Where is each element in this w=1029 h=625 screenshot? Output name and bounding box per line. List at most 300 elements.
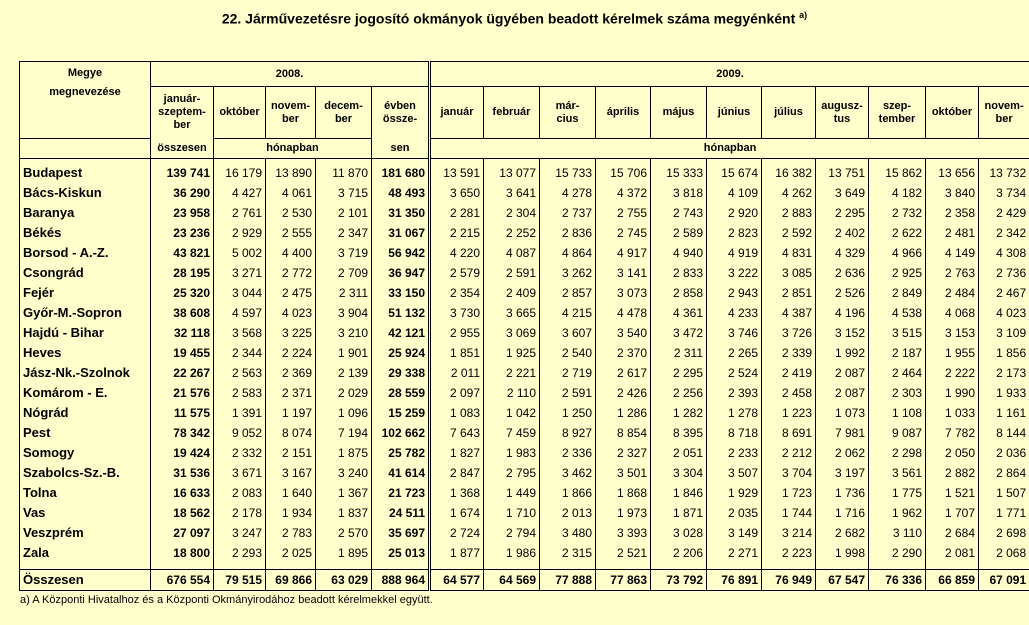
value-cell: 8 854	[596, 423, 651, 443]
value-cell: 2 339	[762, 343, 816, 363]
value-cell: 76 949	[762, 570, 816, 591]
value-cell: 2 783	[266, 523, 316, 543]
value-cell: 18 800	[151, 543, 214, 563]
value-cell: 2 591	[484, 263, 540, 283]
value-cell: 1 775	[869, 483, 926, 503]
table-row	[20, 503, 1029, 523]
value-cell: 2 215	[430, 223, 484, 243]
header-year-2009: 2009.	[430, 62, 1029, 87]
value-cell: 2 583	[214, 383, 266, 403]
value-cell: 4 023	[979, 303, 1029, 323]
value-cell: 2 857	[540, 283, 596, 303]
table-row	[20, 159, 1029, 184]
value-cell: 2 592	[762, 223, 816, 243]
value-cell: 13 732	[979, 159, 1029, 184]
value-cell: 8 927	[540, 423, 596, 443]
value-cell: 102 662	[372, 423, 430, 443]
value-cell: 38 608	[151, 303, 214, 323]
value-cell: 3 109	[979, 323, 1029, 343]
value-cell: 3 715	[316, 183, 372, 203]
value-cell: 3 153	[926, 323, 979, 343]
value-cell: 5 002	[214, 243, 266, 263]
table-row	[20, 283, 1029, 303]
value-cell: 2 426	[596, 383, 651, 403]
county-name: Hajdú - Bihar	[20, 323, 151, 343]
value-cell: 1 108	[869, 403, 926, 423]
header-county	[20, 62, 151, 139]
value-cell: 4 220	[430, 243, 484, 263]
value-cell: 16 179	[214, 159, 266, 184]
value-cell: 3 507	[707, 463, 762, 483]
value-cell: 4 068	[926, 303, 979, 323]
value-cell: 13 077	[484, 159, 540, 184]
value-cell: 1 933	[979, 383, 1029, 403]
value-cell: 3 472	[651, 323, 707, 343]
value-cell: 2 464	[869, 363, 926, 383]
value-cell: 2 836	[540, 223, 596, 243]
table-row	[20, 523, 1029, 543]
value-cell: 2 743	[651, 203, 707, 223]
county-name: Budapest	[20, 159, 151, 184]
value-cell: 2 265	[707, 343, 762, 363]
value-cell: 3 730	[430, 303, 484, 323]
value-cell: 56 942	[372, 243, 430, 263]
value-cell: 2 011	[430, 363, 484, 383]
value-cell: 8 074	[266, 423, 316, 443]
value-cell: 1 851	[430, 343, 484, 363]
value-cell: 1 895	[316, 543, 372, 563]
value-cell: 2 761	[214, 203, 266, 223]
value-cell: 4 919	[707, 243, 762, 263]
value-cell: 2 864	[979, 463, 1029, 483]
table-row	[20, 483, 1029, 503]
table-header	[20, 62, 1029, 159]
value-cell: 3 704	[762, 463, 816, 483]
value-cell: 77 863	[596, 570, 651, 591]
value-cell: 2 062	[816, 443, 869, 463]
value-cell: 3 568	[214, 323, 266, 343]
value-cell: 23 958	[151, 203, 214, 223]
table-row	[20, 463, 1029, 483]
value-cell: 2 347	[316, 223, 372, 243]
value-cell: 15 333	[651, 159, 707, 184]
value-cell: 2 622	[869, 223, 926, 243]
value-cell: 4 233	[707, 303, 762, 323]
value-cell: 181 680	[372, 159, 430, 184]
value-cell: 3 069	[484, 323, 540, 343]
value-cell: 36 947	[372, 263, 430, 283]
header-m6: június	[707, 87, 762, 139]
value-cell: 2 636	[816, 263, 869, 283]
table-row	[20, 263, 1029, 283]
value-cell: 4 182	[869, 183, 926, 203]
value-cell: 42 121	[372, 323, 430, 343]
header-janszept: január- szeptem- ber	[151, 87, 214, 139]
value-cell: 4 831	[762, 243, 816, 263]
value-cell: 2 327	[596, 443, 651, 463]
value-cell: 2 295	[816, 203, 869, 223]
value-cell: 2 467	[979, 283, 1029, 303]
table-row	[20, 403, 1029, 423]
value-cell: 4 262	[762, 183, 816, 203]
value-cell: 31 536	[151, 463, 214, 483]
value-cell: 4 917	[596, 243, 651, 263]
value-cell: 4 361	[651, 303, 707, 323]
value-cell: 2 087	[816, 383, 869, 403]
county-name: Nógrád	[20, 403, 151, 423]
value-cell: 2 920	[707, 203, 762, 223]
value-cell: 2 311	[316, 283, 372, 303]
county-name: Zala	[20, 543, 151, 563]
header-m4: április	[596, 87, 651, 139]
value-cell: 2 311	[651, 343, 707, 363]
value-cell: 1 744	[762, 503, 816, 523]
value-cell: 8 691	[762, 423, 816, 443]
value-cell: 1 875	[316, 443, 372, 463]
value-cell: 1 368	[430, 483, 484, 503]
value-cell: 2 212	[762, 443, 816, 463]
value-cell: 2 087	[816, 363, 869, 383]
value-cell: 1 073	[816, 403, 869, 423]
value-cell: 29 338	[372, 363, 430, 383]
header-sen: sen	[372, 139, 430, 159]
value-cell: 31 067	[372, 223, 430, 243]
value-cell: 8 718	[707, 423, 762, 443]
value-cell: 3 734	[979, 183, 1029, 203]
table-title	[0, 10, 1029, 27]
value-cell: 1 827	[430, 443, 484, 463]
value-cell: 2 354	[430, 283, 484, 303]
value-cell: 13 751	[816, 159, 869, 184]
header-nov: novem- ber	[266, 87, 316, 139]
value-cell: 2 110	[484, 383, 540, 403]
value-cell: 1 983	[484, 443, 540, 463]
value-cell: 3 210	[316, 323, 372, 343]
value-cell: 3 044	[214, 283, 266, 303]
value-cell: 1 716	[816, 503, 869, 523]
header-m8: augusz- tus	[816, 87, 869, 139]
value-cell: 2 035	[707, 503, 762, 523]
value-cell: 3 393	[596, 523, 651, 543]
value-cell: 2 429	[979, 203, 1029, 223]
value-cell: 4 387	[762, 303, 816, 323]
value-cell: 15 259	[372, 403, 430, 423]
value-cell: 25 320	[151, 283, 214, 303]
header-m5: május	[651, 87, 707, 139]
value-cell: 3 167	[266, 463, 316, 483]
value-cell: 139 741	[151, 159, 214, 184]
value-cell: 1 391	[214, 403, 266, 423]
header-m11: novem- ber	[979, 87, 1029, 139]
value-cell: 3 240	[316, 463, 372, 483]
title-text: 22. Járművezetésre jogosító okmányok ügyében beadott kérelmek száma megyénként	[221, 10, 796, 27]
header-m9: szep- tember	[869, 87, 926, 139]
value-cell: 1 934	[266, 503, 316, 523]
value-cell: 21 723	[372, 483, 430, 503]
value-cell: 2 295	[651, 363, 707, 383]
table-row	[20, 443, 1029, 463]
county-name: Győr-M.-Sopron	[20, 303, 151, 323]
value-cell: 1 992	[816, 343, 869, 363]
value-cell: 2 336	[540, 443, 596, 463]
value-cell: 2 847	[430, 463, 484, 483]
value-cell: 4 149	[926, 243, 979, 263]
header-m1: január	[430, 87, 484, 139]
total-row	[20, 570, 1029, 591]
value-cell: 2 206	[651, 543, 707, 563]
value-cell: 2 252	[484, 223, 540, 243]
value-cell: 1 925	[484, 343, 540, 363]
value-cell: 4 308	[979, 243, 1029, 263]
value-cell: 19 455	[151, 343, 214, 363]
value-cell: 3 271	[214, 263, 266, 283]
value-cell: 1 973	[596, 503, 651, 523]
value-cell: 64 569	[484, 570, 540, 591]
value-cell: 888 964	[372, 570, 430, 591]
value-cell: 2 097	[430, 383, 484, 403]
value-cell: 7 194	[316, 423, 372, 443]
value-cell: 3 304	[651, 463, 707, 483]
value-cell: 1 871	[651, 503, 707, 523]
value-cell: 2 293	[214, 543, 266, 563]
value-cell: 1 033	[926, 403, 979, 423]
value-cell: 1 507	[979, 483, 1029, 503]
header-m10: október	[926, 87, 979, 139]
value-cell: 24 511	[372, 503, 430, 523]
value-cell: 2 684	[926, 523, 979, 543]
value-cell: 2 475	[266, 283, 316, 303]
value-cell: 3 462	[540, 463, 596, 483]
value-cell: 1 707	[926, 503, 979, 523]
table-row	[20, 323, 1029, 343]
value-cell: 2 925	[869, 263, 926, 283]
value-cell: 1 367	[316, 483, 372, 503]
value-cell: 2 178	[214, 503, 266, 523]
value-cell: 9 052	[214, 423, 266, 443]
table-row	[20, 423, 1029, 443]
value-cell: 25 782	[372, 443, 430, 463]
table-row	[20, 303, 1029, 323]
value-cell: 2 929	[214, 223, 266, 243]
value-cell: 1 866	[540, 483, 596, 503]
county-name: Komárom - E.	[20, 383, 151, 403]
county-name: Békés	[20, 223, 151, 243]
value-cell: 2 682	[816, 523, 869, 543]
value-cell: 2 579	[430, 263, 484, 283]
value-cell: 3 501	[596, 463, 651, 483]
value-cell: 32 118	[151, 323, 214, 343]
value-cell: 3 480	[540, 523, 596, 543]
value-cell: 1 161	[979, 403, 1029, 423]
value-cell: 2 732	[869, 203, 926, 223]
value-cell: 2 029	[316, 383, 372, 403]
value-cell: 2 013	[540, 503, 596, 523]
data-table	[19, 61, 1029, 591]
value-cell: 2 763	[926, 263, 979, 283]
value-cell: 2 222	[926, 363, 979, 383]
value-cell: 4 372	[596, 183, 651, 203]
value-cell: 1 736	[816, 483, 869, 503]
header-okt: október	[214, 87, 266, 139]
value-cell: 3 641	[484, 183, 540, 203]
value-cell: 2 823	[707, 223, 762, 243]
value-cell: 2 281	[430, 203, 484, 223]
value-cell: 2 481	[926, 223, 979, 243]
value-cell: 28 195	[151, 263, 214, 283]
value-cell: 3 561	[869, 463, 926, 483]
value-cell: 3 665	[484, 303, 540, 323]
county-name: Baranya	[20, 203, 151, 223]
value-cell: 78 342	[151, 423, 214, 443]
value-cell: 3 141	[596, 263, 651, 283]
value-cell: 4 329	[816, 243, 869, 263]
value-cell: 21 576	[151, 383, 214, 403]
header-m7: július	[762, 87, 816, 139]
value-cell: 66 859	[926, 570, 979, 591]
value-cell: 13 656	[926, 159, 979, 184]
value-cell: 2 484	[926, 283, 979, 303]
value-cell: 73 792	[651, 570, 707, 591]
value-cell: 3 152	[816, 323, 869, 343]
value-cell: 2 068	[979, 543, 1029, 563]
value-cell: 2 303	[869, 383, 926, 403]
value-cell: 2 555	[266, 223, 316, 243]
county-name: Bács-Kiskun	[20, 183, 151, 203]
value-cell: 4 597	[214, 303, 266, 323]
value-cell: 2 173	[979, 363, 1029, 383]
value-cell: 2 851	[762, 283, 816, 303]
value-cell: 28 559	[372, 383, 430, 403]
value-cell: 2 256	[651, 383, 707, 403]
value-cell: 13 591	[430, 159, 484, 184]
value-cell: 3 247	[214, 523, 266, 543]
value-cell: 2 736	[979, 263, 1029, 283]
value-cell: 3 607	[540, 323, 596, 343]
value-cell: 2 794	[484, 523, 540, 543]
value-cell: 2 795	[484, 463, 540, 483]
value-cell: 2 290	[869, 543, 926, 563]
value-cell: 7 459	[484, 423, 540, 443]
value-cell: 2 719	[540, 363, 596, 383]
county-name: Somogy	[20, 443, 151, 463]
value-cell: 2 224	[266, 343, 316, 363]
header-year-2008: 2008.	[151, 62, 430, 87]
value-cell: 23 236	[151, 223, 214, 243]
value-cell: 2 342	[979, 223, 1029, 243]
value-cell: 2 139	[316, 363, 372, 383]
value-cell: 2 698	[979, 523, 1029, 543]
value-cell: 13 890	[266, 159, 316, 184]
value-cell: 2 709	[316, 263, 372, 283]
value-cell: 2 526	[816, 283, 869, 303]
value-cell: 2 563	[214, 363, 266, 383]
header-osszesen: összesen	[151, 139, 214, 159]
value-cell: 2 358	[926, 203, 979, 223]
header-m3: már- cius	[540, 87, 596, 139]
value-cell: 2 858	[651, 283, 707, 303]
table-row	[20, 243, 1029, 263]
value-cell: 2 371	[266, 383, 316, 403]
value-cell: 1 929	[707, 483, 762, 503]
header-m2: február	[484, 87, 540, 139]
value-cell: 2 083	[214, 483, 266, 503]
value-cell: 2 187	[869, 343, 926, 363]
value-cell: 1 096	[316, 403, 372, 423]
value-cell: 1 877	[430, 543, 484, 563]
value-cell: 1 955	[926, 343, 979, 363]
value-cell: 3 746	[707, 323, 762, 343]
header-dec: decem- ber	[316, 87, 372, 139]
value-cell: 18 562	[151, 503, 214, 523]
value-cell: 1 990	[926, 383, 979, 403]
value-cell: 3 262	[540, 263, 596, 283]
value-cell: 11 575	[151, 403, 214, 423]
value-cell: 1 674	[430, 503, 484, 523]
value-cell: 2 393	[707, 383, 762, 403]
value-cell: 2 833	[651, 263, 707, 283]
value-cell: 2 081	[926, 543, 979, 563]
value-cell: 2 344	[214, 343, 266, 363]
value-cell: 2 223	[762, 543, 816, 563]
value-cell: 2 524	[707, 363, 762, 383]
value-cell: 4 940	[651, 243, 707, 263]
value-cell: 2 882	[926, 463, 979, 483]
value-cell: 1 998	[816, 543, 869, 563]
value-cell: 2 233	[707, 443, 762, 463]
value-cell: 41 614	[372, 463, 430, 483]
value-cell: 2 521	[596, 543, 651, 563]
value-cell: 4 478	[596, 303, 651, 323]
value-cell: 15 733	[540, 159, 596, 184]
total-label: Összesen	[20, 570, 151, 591]
value-cell: 1 846	[651, 483, 707, 503]
value-cell: 4 023	[266, 303, 316, 323]
value-cell: 9 087	[869, 423, 926, 443]
value-cell: 2 036	[979, 443, 1029, 463]
value-cell: 3 719	[316, 243, 372, 263]
value-cell: 3 149	[707, 523, 762, 543]
value-cell: 35 697	[372, 523, 430, 543]
county-name: Csongrád	[20, 263, 151, 283]
value-cell: 64 577	[430, 570, 484, 591]
county-name: Vas	[20, 503, 151, 523]
value-cell: 4 196	[816, 303, 869, 323]
value-cell: 2 883	[762, 203, 816, 223]
table-row	[20, 383, 1029, 403]
value-cell: 76 336	[869, 570, 926, 591]
header-honapban-2009: hónapban	[430, 139, 1029, 159]
value-cell: 8 144	[979, 423, 1029, 443]
value-cell: 1 286	[596, 403, 651, 423]
value-cell: 15 862	[869, 159, 926, 184]
value-cell: 1 083	[430, 403, 484, 423]
value-cell: 2 570	[316, 523, 372, 543]
header-honapban-2008: hónapban	[214, 139, 372, 159]
value-cell: 27 097	[151, 523, 214, 543]
header-evben: évben össze-	[372, 87, 430, 139]
title-footnote-mark: a)	[799, 10, 808, 20]
value-cell: 1 856	[979, 343, 1029, 363]
value-cell: 2 221	[484, 363, 540, 383]
value-cell: 3 671	[214, 463, 266, 483]
value-cell: 3 650	[430, 183, 484, 203]
value-cell: 15 706	[596, 159, 651, 184]
header-county-line1: Megye	[67, 67, 103, 79]
value-cell: 2 402	[816, 223, 869, 243]
value-cell: 3 726	[762, 323, 816, 343]
value-cell: 1 986	[484, 543, 540, 563]
county-name: Heves	[20, 343, 151, 363]
